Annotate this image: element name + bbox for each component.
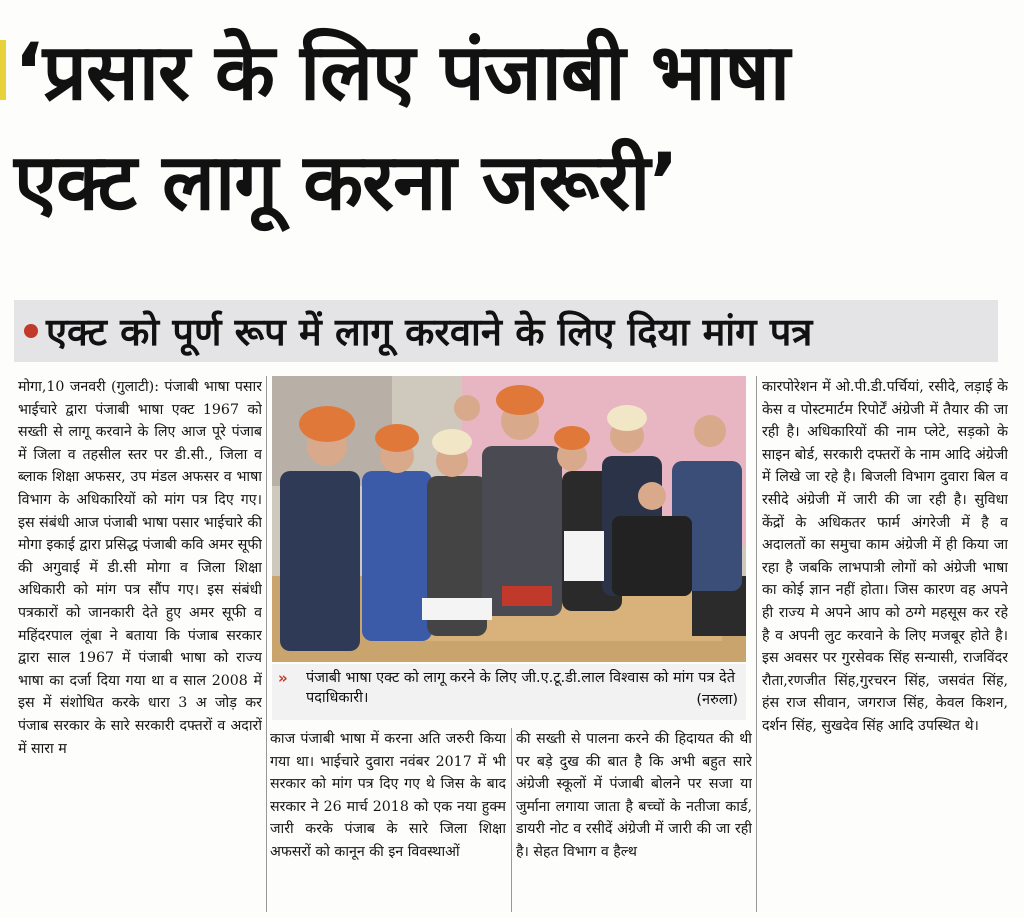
article-column-4 xyxy=(762,376,1008,912)
page-edge-mark xyxy=(0,40,6,100)
article-text: कारपोरेशन में ओ.पी.डी.पर्चियां, रसीदे, लड़ाई के केस व पोस्टमार्टम रिपोर्टें अंग्रेजी में तैयार की जा रही है। अधिकारियों की नाम प्लेटे, सड़को के साइन बोर्ड, सरकारी दफ्तरों के नाम आदि अंग्रेजी में लिखे जा रहे है। बिजली विभाग दुवारा बिल व रसीदे अंग्रेजी में जारी की जा रही है। सुविधा केंद्रों के अधिकतर फार्म अंगरेजी में है व अदालतों का समुचा काम अंग्रेजी में ही किया जा रहा है जबकि लाभपात्री लोगों को अंग्रेजी भाषा का कोई ज्ञान नहीं होता। जिस कारण वह अपने ही राज्य मे अपने आप को ठग्गे महसूस कर रहे है व अपनी लुट करवाने के लिए मजबूर होते है। इस अवसर पर गुरसेवक सिंह सन्यासी, राजविंदर रौता,रणजीत सिंह,गुरचरन सिंह, जसवंत सिंह, हंस राज सीवान, जगराज सिंह, केवल किशन, दर्शन सिंह, सुखदेव सिंह आदि उपस्थित थे। xyxy=(762,379,1008,734)
photo-caption xyxy=(272,664,746,720)
article-column-1 xyxy=(18,376,262,912)
headline-line-1: ‘प्रसार के लिए पंजाबी भाषा xyxy=(14,28,790,118)
subhead: एक्ट को पूर्ण रूप में लागू करवाने के लिए दिया मांग पत्र xyxy=(46,310,813,354)
column-divider xyxy=(266,376,267,912)
officials-photo-illustration xyxy=(272,376,746,662)
photo-credit: (नरुला) xyxy=(696,692,738,708)
headline xyxy=(14,18,1014,238)
column-divider xyxy=(756,376,757,912)
news-photo xyxy=(272,376,746,662)
headline-line-2: एक्ट लागू करना जरूरी’ xyxy=(14,138,678,228)
subhead-bar xyxy=(14,300,998,362)
bullet-icon xyxy=(24,324,38,338)
article-text: की सख्ती से पालना करने की हिदायत की थी पर बड़े दुख की बात है कि अभी बहुत सारे अंग्रेजी स्कूलों में पंजाबी बोलने पर सजा या जुर्माना लगाया जाता है बच्चों के नतीजा कार्ड, डायरी नोट व रसीदें अंग्रेजी में जारी की जा रही है। सेहत विभाग व हैल्थ xyxy=(516,731,752,860)
article-column-3 xyxy=(516,728,752,912)
article-text: काज पंजाबी भाषा में करना अति जरुरी किया गया था। भाईचारे दुवारा नवंबर 2017 में भी सरकार को मांग पत्र दिए गए थे जिस के बाद सरकार ने 26 मार्च 2018 को एक नया हुक्म जारी करके पंजाब के सारे जिला शिक्षा अफसरों को कानून की इन विवस्थाओं xyxy=(270,731,506,860)
caption-arrow-icon: » xyxy=(278,669,288,687)
article-column-2 xyxy=(270,728,506,912)
article-text: मोगा,10 जनवरी (गुलाटी): पंजाबी भाषा पसार भाईचारे द्वारा पंजाबी भाषा एक्ट 1967 को सख्ती से लागू करवाने के लिए आज पूरे पंजाब में जिला व तहसील स्तर पर डी.सी., जिला व ब्लाक शिक्षा अफसर, उप मंडल अफसर व भाषा विभाग के अधिकारियों को मांग पत्र दिए गए। इस संबंधी आज पंजाबी भाषा पसार भाईचारे की मोगा इकाई द्वारा प्रसिद्ध पंजाबी कवि अमर सूफी की अगुवाई में डी.सी मोगा व जिला शिक्षा अधिकारी को मांग पत्र सौंप गए। इस संबंधी पत्रकारों को जानकारी देते हुए अमर सूफी व महिंदरपाल लूंबा ने बताया कि पंजाब सरकार द्वारा साल 1967 में पंजाबी भाषा को राज्य भाषा का दर्जा दिया गया था व साल 2008 में इस में संशोधित करके धारा 3 अ जोड़ कर पंजाब सरकार के सारे सरकारी दफ्तरों व अदारों में सारा म xyxy=(18,379,262,757)
caption-text: पंजाबी भाषा एक्ट को लागू करने के लिए जी.ए.टू.डी.लाल विश्वास को मांग पत्र देते पदाधिकारी। xyxy=(306,670,736,706)
column-divider xyxy=(511,728,512,912)
